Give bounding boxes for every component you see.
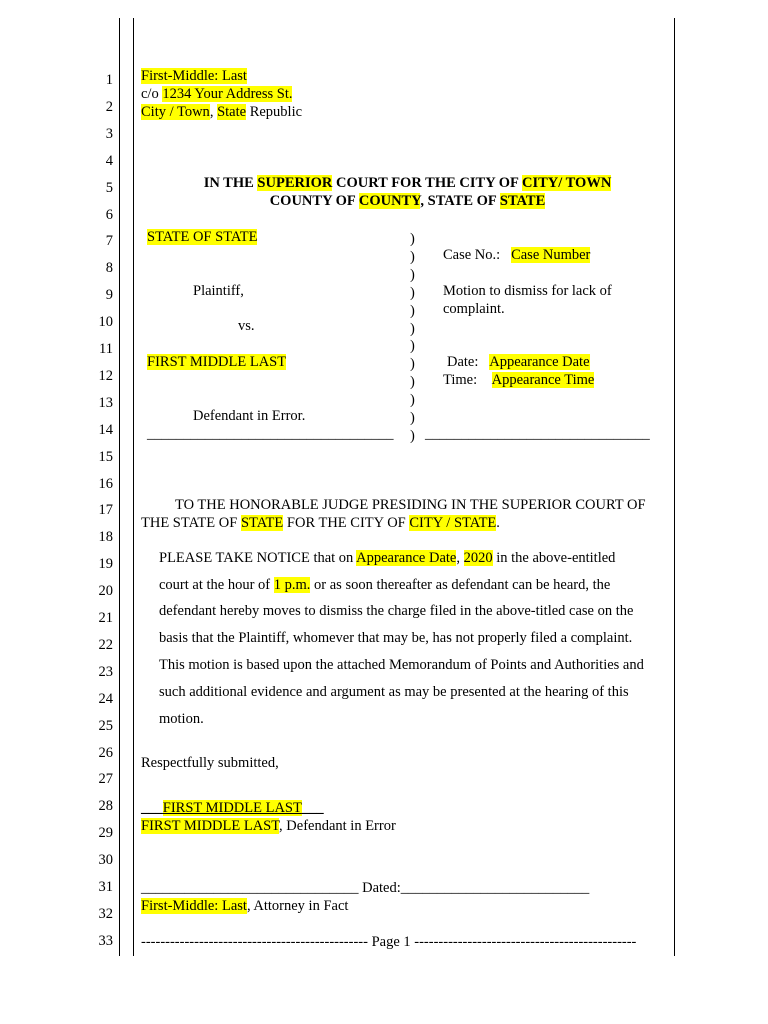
case-label: Case No.: (443, 247, 501, 263)
left-margin-rule-outer (119, 18, 120, 956)
line-number: 31 (98, 879, 113, 895)
line-number: 4 (105, 152, 113, 169)
line-number: 30 (98, 852, 113, 869)
court-state: STATE (499, 193, 546, 209)
attorney-name: First-Middle: Last (141, 898, 247, 914)
case-number: Case Number (511, 247, 591, 263)
header-city-state (141, 104, 302, 121)
line-number: 12 (98, 367, 113, 384)
line-number: 20 (98, 583, 113, 600)
caption-parens (410, 231, 415, 446)
defendant-label: Defendant in Error. (193, 408, 306, 424)
address-text: 1234 Your Address St. (162, 86, 293, 102)
court-county: COUNTY (358, 193, 421, 209)
date-value: Appearance Date (489, 354, 590, 370)
caption-right-rule: _______________________________ (425, 426, 650, 442)
line-number: 1 (105, 72, 113, 88)
page-number: Page 1 (367, 934, 415, 950)
addr-end: . (496, 515, 500, 531)
line-number: 15 (98, 448, 113, 465)
defendant-name (147, 354, 286, 371)
respectfully-submitted: Respectfully submitted, (141, 755, 279, 771)
line-number: 33 (98, 932, 113, 949)
caption-paren: ) (410, 266, 415, 283)
line-number: 16 (98, 475, 113, 492)
caption-paren: ) (410, 374, 415, 391)
city-comma: , (209, 104, 218, 120)
header-address (141, 86, 292, 103)
addr-l2-a: THE STATE OF (141, 515, 241, 531)
plaintiff-name (147, 229, 257, 246)
attorney-role: , Attorney in Fact (246, 898, 349, 914)
body-line-2 (159, 577, 610, 594)
caption-paren: ) (410, 410, 415, 427)
address-judge-line-1: TO THE HONORABLE JUDGE PRESIDING IN THE SUPERIOR COURT OF (175, 497, 646, 513)
plaintiff-label: Plaintiff, (193, 283, 244, 299)
court-l2-b: , STATE OF (420, 193, 500, 209)
signature-line (141, 800, 324, 817)
line-number: 18 (98, 529, 113, 546)
header-name-text: First-Middle: Last (141, 68, 247, 84)
sig-name: FIRST MIDDLE LAST (162, 800, 302, 816)
body-line-4: basis that the Plaintiff, whomever that may be, has not properly filed a complaint. (159, 630, 633, 646)
plaintiff-name-text: STATE OF STATE (147, 229, 258, 245)
state-suffix: Republic (246, 104, 303, 120)
court-name: SUPERIOR (257, 175, 333, 191)
sig-pre: ___ (141, 800, 163, 816)
footer-dashes-left: ----------------------------------------------- (141, 934, 368, 950)
body-line-3: defendant hereby moves to dismiss the charge filed in the above-titled case on the (159, 603, 634, 619)
line-number: 8 (105, 260, 113, 277)
line-number: 28 (98, 798, 113, 815)
time-value: Appearance Time (491, 372, 595, 388)
court-l2-a: COUNTY OF (269, 193, 359, 209)
footer-dashes-right: ---------------------------------------------- (414, 934, 637, 950)
signer-line (141, 818, 396, 835)
body-line-7: motion. (159, 711, 204, 727)
time-row (443, 372, 594, 389)
time-label: Time: (443, 372, 478, 388)
body-l1-c: in the above-entitled (492, 550, 616, 566)
line-number: 26 (98, 744, 113, 761)
caption-paren: ) (410, 248, 415, 265)
body-line-5: This motion is based upon the attached Memorandum of Points and Authorities and (159, 657, 644, 673)
line-number: 13 (98, 394, 113, 411)
caption-paren: ) (410, 302, 415, 319)
motion-title-1: Motion to dismiss for lack of (443, 283, 612, 299)
caption-paren: ) (410, 320, 415, 337)
line-number: 32 (98, 905, 113, 922)
line-number: 10 (98, 314, 113, 331)
body-l1-a: PLEASE TAKE NOTICE that on (159, 550, 357, 566)
city-text: City / Town (141, 104, 210, 120)
line-number: 24 (98, 690, 113, 707)
defendant-name-text: FIRST MIDDLE LAST (147, 354, 287, 370)
body-year: 2020 (463, 550, 493, 566)
right-margin-rule (674, 18, 675, 956)
caption-paren: ) (410, 427, 415, 444)
line-number: 7 (105, 233, 113, 250)
line-number: 19 (98, 556, 113, 573)
caption-paren: ) (410, 338, 415, 355)
court-title-line-2 (141, 193, 674, 210)
attorney-line (141, 898, 348, 915)
court-l1-a: IN THE (203, 175, 258, 191)
line-number: 2 (105, 98, 113, 115)
case-number-row (443, 247, 590, 264)
dated-signature-line: ______________________________ Dated:__________________________ (141, 880, 590, 896)
signer-name: FIRST MIDDLE LAST (141, 818, 280, 834)
caption-paren: ) (410, 392, 415, 409)
line-number: 25 (98, 717, 113, 734)
body-l2-a: court at the hour of (159, 577, 274, 593)
court-title-line-1 (141, 175, 674, 192)
sig-post: ___ (301, 800, 324, 816)
line-number: 9 (105, 287, 113, 304)
caption-paren: ) (410, 356, 415, 373)
caption-left-rule: __________________________________ (147, 426, 394, 442)
signer-role: , Defendant in Error (279, 818, 396, 834)
addr-city: CITY / STATE (409, 515, 497, 531)
court-l1-b: COURT FOR THE CITY OF (332, 175, 522, 191)
body-line-6: such additional evidence and argument as may be presented at the hearing of this (159, 684, 629, 700)
address-judge-line-2 (141, 515, 500, 532)
addr-state: STATE (240, 515, 284, 531)
addr-l2-b: FOR THE CITY OF (283, 515, 410, 531)
page-footer (141, 934, 636, 951)
line-number: 3 (105, 125, 113, 142)
court-city: CITY/ TOWN (522, 175, 612, 191)
motion-title-2: complaint. (443, 301, 505, 317)
caption-paren: ) (410, 231, 415, 247)
body-l1-b: , (456, 550, 464, 566)
header-name (141, 68, 247, 85)
line-number: 14 (98, 421, 113, 438)
caption-paren: ) (410, 284, 415, 301)
body-l2-b: or as soon thereafter as defendant can be heard, the (310, 577, 611, 593)
line-number: 29 (98, 825, 113, 842)
date-label: Date: (447, 354, 479, 370)
body-date: Appearance Date (356, 550, 457, 566)
line-number: 23 (98, 663, 113, 680)
body-line-1 (159, 550, 615, 567)
vs-label: vs. (238, 318, 255, 334)
line-number: 11 (99, 341, 113, 357)
line-number: 22 (98, 636, 113, 653)
left-margin-rule-inner (133, 18, 134, 956)
line-number: 27 (98, 771, 113, 788)
date-row (447, 354, 590, 371)
address-prefix: c/o (141, 86, 163, 102)
line-number: 21 (98, 610, 113, 626)
state-text: State (217, 104, 247, 120)
line-number: 5 (105, 179, 113, 196)
line-number: 17 (98, 502, 113, 519)
line-number: 6 (105, 206, 113, 223)
body-time: 1 p.m. (273, 577, 311, 593)
